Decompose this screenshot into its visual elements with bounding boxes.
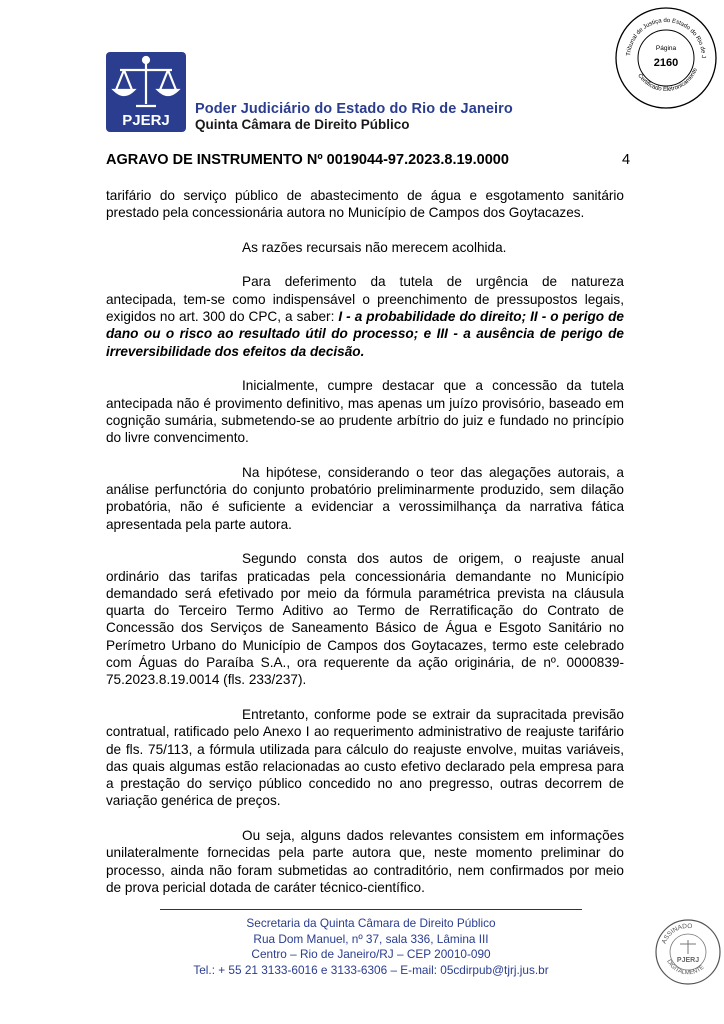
stamp-page-number: 2160 [653, 57, 679, 69]
paragraph-3-text: Para deferimento da tutela de urgência de natureza antecipada, tem-se como indispensável o preenchimento de pressupostos legais, exigidos no art. 300 do CPC, a saber: [106, 274, 624, 325]
stamp-ring-bottom: Certificado Eletronicamente [636, 67, 700, 93]
case-title: AGRAVO DE INSTRUMENTO Nº 0019044-97.2023.8.19.0000 [106, 152, 509, 168]
paragraph-6: Segundo consta dos autos de origem, o reajuste anual ordinário das tarifas praticadas pela concessionária demandante no Município demandado será efetivado por meio da fórmula paramétrica prevista na cláusula quarta do Terceiro Termo Aditivo ao Termo de Rerratificação do Contrato de Concessão dos Serviços de Saneamento Básico de Água e Esgoto Sanitário no Perímetro Urbano do Município de Campos dos Goytacazes, termo este celebrado com Águas do Paraíba S.A., ora requerente da ação originária, de nº. 0000839-75.2023.8.19.0014 (fls. 233/237). [106, 551, 624, 688]
chamber-name: Quinta Câmara de Direito Público [195, 117, 410, 132]
pjerj-logo [106, 52, 186, 132]
footer-divider [160, 909, 582, 910]
digital-signature-seal [654, 918, 722, 986]
paragraph-8: Ou seja, alguns dados relevantes consistem em informações unilateralmente fornecidas pela parte autora que, neste momento preliminar do processo, ainda não foram submetidas ao contraditório, nem confirmados por meio de prova pericial dotada de caráter técnico-científico. [106, 827, 624, 895]
seal-bottom-text: DIGITALMENTE [665, 958, 706, 977]
footer-line-1: Secretaria da Quinta Câmara de Direito Público [246, 916, 496, 930]
page-number: 4 [622, 152, 631, 168]
paragraph-3-emphasis: I - a probabilidade do direito; II - o perigo de dano ou o risco ao resultado útil do processo; e III - a ausência de perigo de irreversibilidade dos efeitos da decisão. [106, 309, 624, 359]
document-body [106, 187, 624, 913]
paragraph-1: tarifário do serviço público de abastecimento de água e esgotamento sanitário prestado pela concessionária autora no Município de Campos dos Goytacazes. [106, 188, 624, 221]
stamp-page-label: Página [655, 45, 677, 52]
paragraph-2: As razões recursais não merecem acolhida. [242, 239, 507, 255]
logo-text: PJERJ [122, 112, 170, 129]
court-name: Poder Judiciário do Estado do Rio de Janeiro [195, 101, 513, 117]
footer-line-3: Centro – Rio de Janeiro/RJ – CEP 20010-090 [251, 947, 491, 961]
seal-top-text: ASSINADO [660, 922, 693, 945]
paragraph-7: Entretanto, conforme pode se extrair da supracitada previsão contratual, ratificado pelo Anexo I ao requerimento administrativo de reajuste tarifário de fls. 75/113, a fórmula utilizada para cálculo do reajuste envolve, muitas variáveis, das quais algumas estão relacionadas ao custo efetivo declarado pela empresa para a prestação do serviço público concedido no ano pregresso, outras decorrem de variação genérica de preços. [106, 706, 624, 809]
paragraph-3 [106, 273, 624, 359]
footer-line-2: Rua Dom Manuel, nº 37, sala 336, Lâmina III [253, 931, 489, 946]
footer-line-4: Tel.: + 55 21 3133-6016 e 3133-6306 – E-mail: 05cdirpub@tjrj.jus.br [193, 962, 549, 977]
stamp-ring-text: Tribunal de Justiça do Estado do Rio de J [626, 17, 707, 59]
footer [160, 916, 582, 978]
paragraph-5: Na hipótese, considerando o teor das alegações autorais, a análise perfunctória do conjunto probatório preliminarmente produzido, sem dilação probatória, não é suficiente a evidenciar a verossimilhança da narrativa fática apresentada pela parte autora. [106, 464, 624, 532]
certification-stamp [612, 4, 720, 112]
seal-center-text: PJERJ [676, 957, 700, 964]
paragraph-4: Inicialmente, cumpre destacar que a concessão da tutela antecipada não é provimento definitivo, mas apenas um juízo provisório, baseado em cognição sumária, submetendo-se ao prudente arbítrio do juiz e fundado no princípio do livre convencimento. [106, 378, 624, 446]
